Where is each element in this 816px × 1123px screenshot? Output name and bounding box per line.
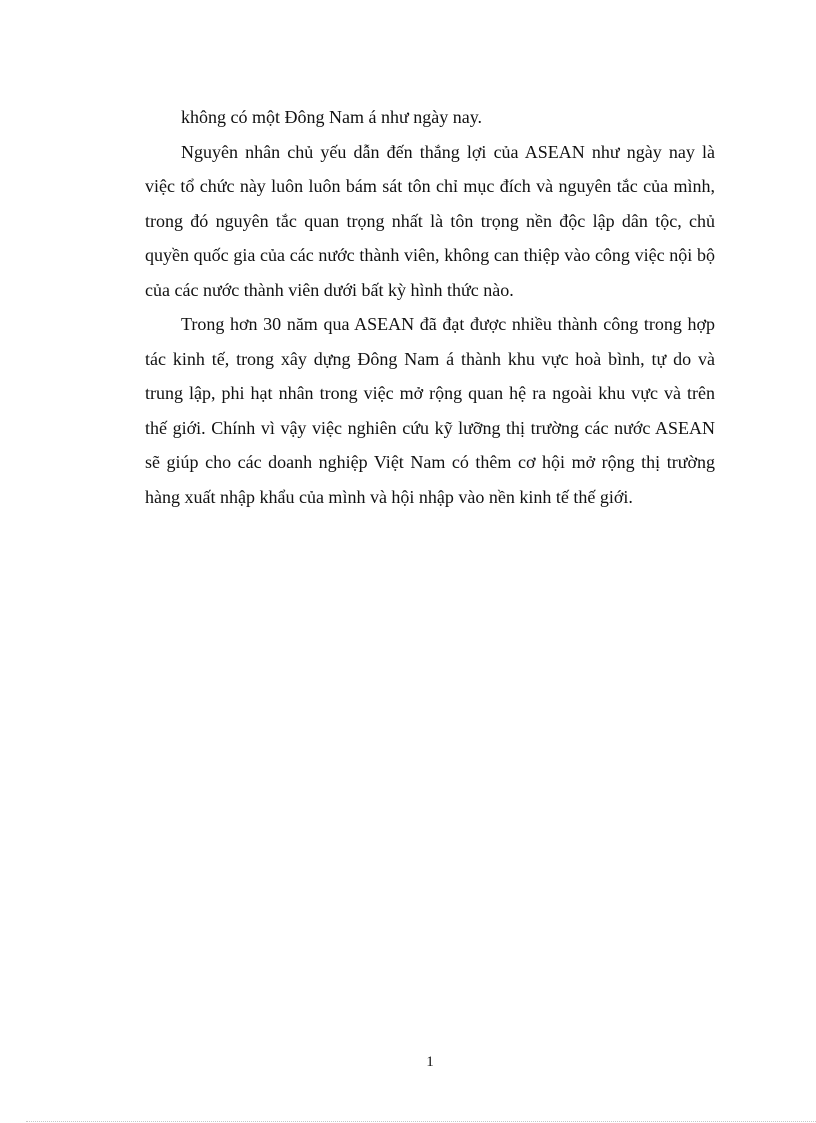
paragraph-asean-success-reason: Nguyên nhân chủ yếu dẫn đến thắng lợi của ASEAN như ngày nay là việc tổ chức này luôn luôn bám sát tôn chỉ mục đích và nguyên tắc của mình, trong đó nguyên tắc quan trọng nhất là tôn trọng nền độc lập dân tộc, chủ quyền quốc gia của các nước thành viên, không can thiệp vào công việc nội bộ của các nước thành viên dưới bất kỳ hình thức nào. bbox=[145, 141, 715, 300]
page-number: 1 bbox=[426, 1054, 434, 1070]
bottom-dotted-rule bbox=[26, 1121, 816, 1122]
body-text bbox=[145, 100, 715, 514]
paragraph-continuation: không có một Đông Nam á như ngày nay. bbox=[181, 107, 483, 127]
paragraph-asean-achievements: Trong hơn 30 năm qua ASEAN đã đạt được nhiều thành công trong hợp tác kinh tế, trong xây dựng Đông Nam á thành khu vực hoà bình, tự do và trung lập, phi hạt nhân trong việc mở rộng quan hệ ra ngoài khu vực và trên thế giới. Chính vì vậy việc nghiên cứu kỹ lưỡng thị trường các nước ASEAN sẽ giúp cho các doanh nghiệp Việt Nam có thêm cơ hội mở rộng thị trường hàng xuất nhập khẩu của mình và hội nhập vào nền kinh tế thế giới. bbox=[145, 314, 715, 507]
